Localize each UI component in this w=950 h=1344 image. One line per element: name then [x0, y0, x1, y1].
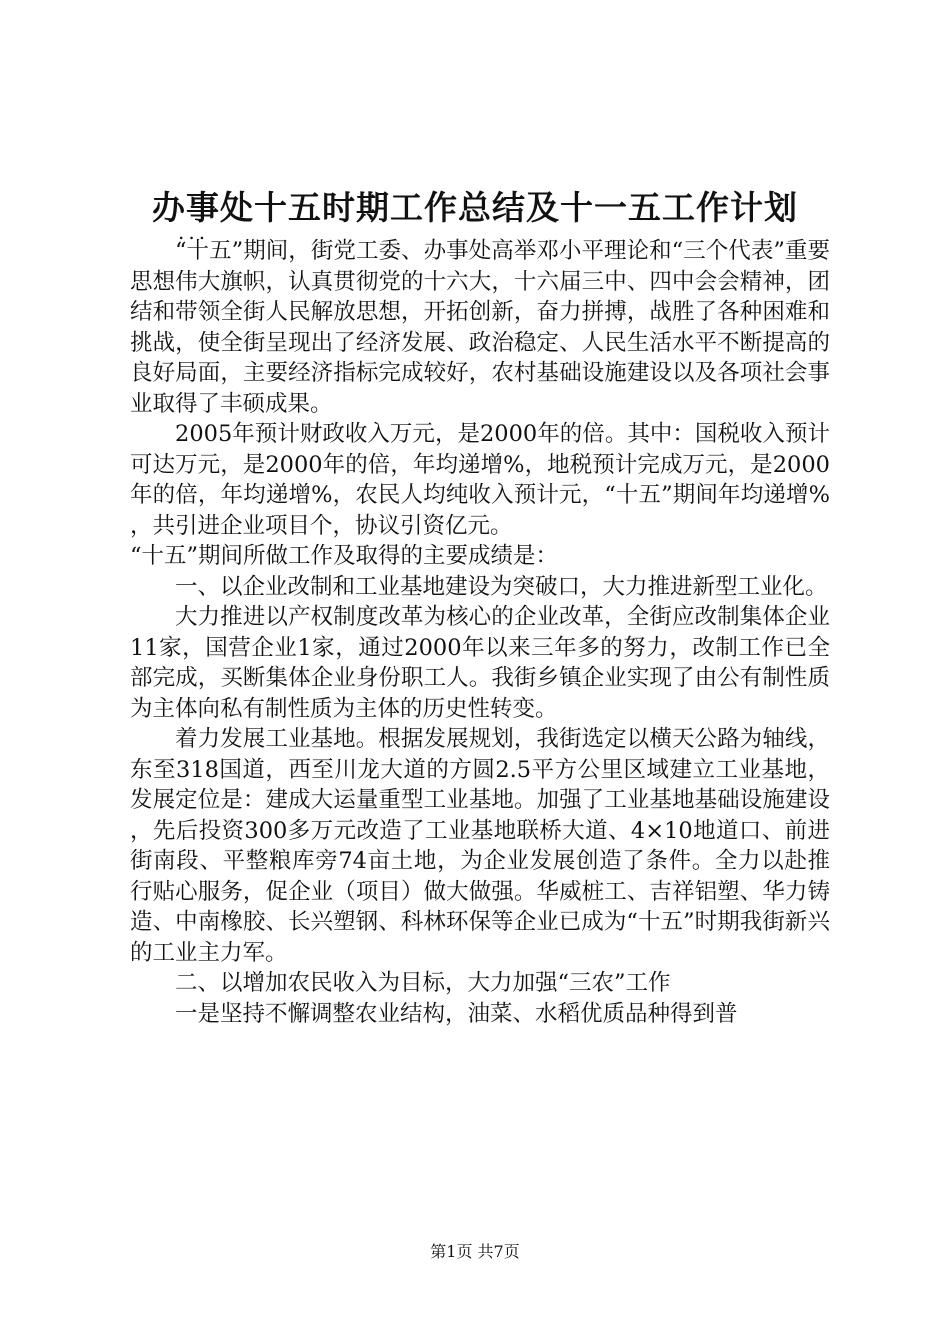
- paragraph-achievements-lead: “十五”期间所做工作及取得的主要成绩是：: [130, 543, 559, 569]
- section-heading-agriculture: 二、以增加农民收入为目标，大力加强“三农”工作: [175, 970, 671, 996]
- ellipsis-marker: ...: [178, 220, 210, 244]
- paragraph-industrial-base: 着力发展工业基地。根据发展规划，我街选定以横天公路为轴线，东至318国道，西至川龙大道的方圆2.5平方公里区域建立工业基地，发展定位是：建成大运量重型工业基地。加强了工业基地基础设施建设，先后投资300多万元改造了工业基地联桥大道、4×10地道口、前进街南段、平整粮库旁74亩土地，为企业发展创造了条件。全力以赴推行贴心服务，促企业（项目）做大做强。华威桩工、吉祥铝塑、华力铸造、中南橡胶、长兴塑钢、科林环保等企业已成为“十五”时期我街新兴的工业主力军。: [130, 726, 830, 966]
- document-title: 办事处十五时期工作总结及十一五工作计划: [152, 188, 798, 227]
- paragraph-intro: “十五”期间，街党工委、办事处高举邓小平理论和“三个代表”重要思想伟大旗帜，认真贯彻党的十六大，十六届三中、四中会会精神，团结和带领全街人民解放思想，开拓创新，奋力拼搏，战胜了各种困难和挑战，使全街呈现出了经济发展、政治稳定、人民生活水平不断提高的良好局面，主要经济指标完成较好，农村基础设施建设以及各项社会事业取得了丰硕成果。: [130, 238, 830, 417]
- paragraph-figures: 2005年预计财政收入万元，是2000年的倍。其中：国税收入预计可达万元，是2000年的倍，年均递增%，地税预计完成万元，是2000年的倍，年均递增%，农民人均纯收入预计元，“十五”期间年均递增%，共引进企业项目个，协议引资亿元。: [130, 421, 830, 539]
- page-number: 第1页 共7页: [430, 1242, 520, 1261]
- section-heading-industry: 一、以企业改制和工业基地建设为突破口，大力推进新型工业化。: [175, 573, 828, 600]
- document-body: [130, 236, 830, 1029]
- paragraph-enterprise-reform: 大力推进以产权制度改革为核心的企业改革，全街应改制集体企业11家，国营企业1家，通过2000年以来三年多的努力，改制工作已全部完成，买断集体企业身份职工人。我街乡镇企业实现了由公有制性质为主体向私有制性质为主体的历史性转变。: [130, 604, 830, 722]
- paragraph-agriculture-structure: 一是坚持不懈调整农业结构，油菜、水稻优质品种得到普: [175, 1000, 738, 1027]
